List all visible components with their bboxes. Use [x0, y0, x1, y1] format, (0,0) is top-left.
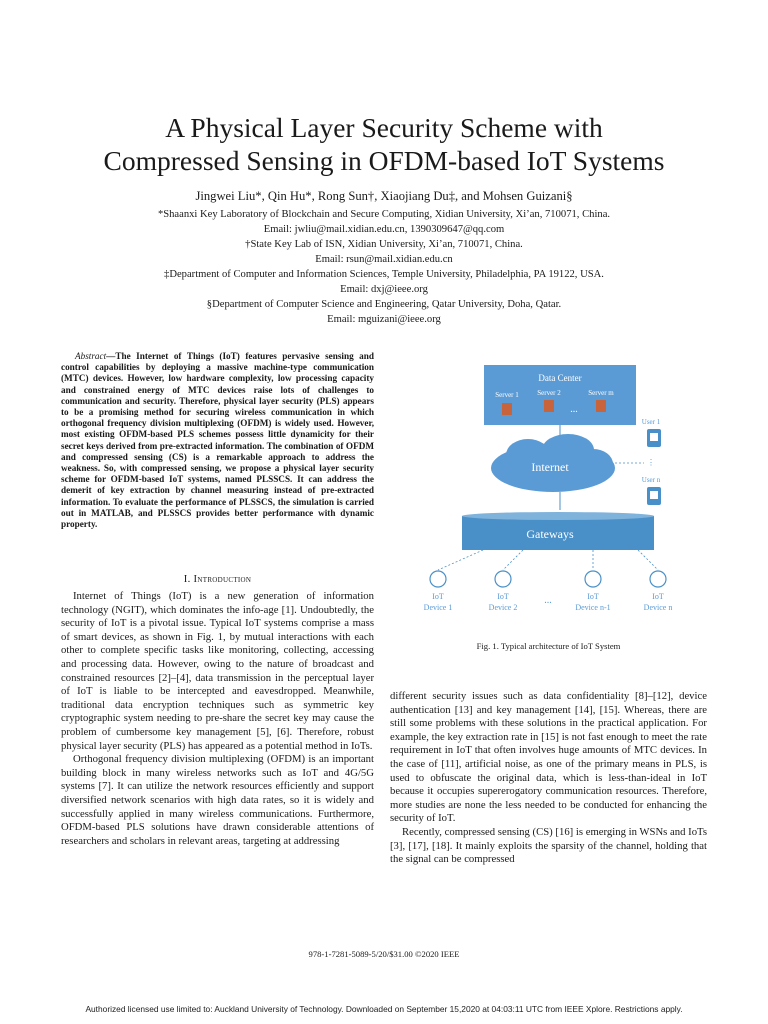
server-m-icon — [596, 400, 606, 412]
device-2-icon — [495, 571, 511, 587]
device-2-line1: IoT — [497, 592, 509, 601]
user-1-screen — [650, 433, 658, 441]
left-column-body — [61, 590, 374, 848]
license-notice: Authorized licensed use limited to: Auckland University of Technology. Downloaded on September 15,2020 at 04:03:11 UTC from IEEE Xplore. Restrictions apply. — [85, 1004, 683, 1014]
paper-title — [0, 111, 768, 177]
title-line-2: Compressed Sensing in OFDM-based IoT Systems — [103, 145, 665, 176]
gateways-top — [462, 512, 654, 520]
affiliation-3: ‡Department of Computer and Information Sciences, Temple University, Philadelphia, PA 19122, USA. — [164, 269, 604, 280]
author-list: Jingwei Liu*, Qin Hu*, Rong Sun†, Xiaojiang Du‡, and Mohsen Guizani§ — [195, 189, 573, 203]
device-1-line1: IoT — [432, 592, 444, 601]
intro-paragraph-2: Orthogonal frequency division multiplexing (OFDM) is an important building block in many wireless networks such as IoT and 4G/5G systems [7]. It can utilize the network resources efficiently and support diversified network scenarios with high data rates, so it is widely and successfully applied in many wireless communications. Furthermore, OFDM-based PLS solutions have drawn considerable attentions of researchers and scholars in relevant areas, targeting at addressing — [61, 753, 374, 847]
affiliation-4: §Department of Computer Science and Engineering, Qatar University, Doha, Qatar. — [206, 299, 562, 310]
device-n-1-icon — [585, 571, 601, 587]
affiliation-1: *Shaanxi Key Laboratory of Blockchain and Secure Computing, Xidian University, Xi’an, 710071, China. — [157, 209, 611, 220]
intro-paragraph-1: Internet of Things (IoT) is a new generation of information technology (NGIT), which dominates the info-age [1]. Undoubtedly, the security of IoT is a pivotal issue. Typical IoT systems comprise a mass of smart devices, as shown in Fig. 1, by mutual interactions with each other to complete specific tasks like monitoring, collecting, accessing and processing data. However, owing to the nature of broadcast and constrained resources [2]–[4], data transmission in the perceptual layer of IoT is liable to be intercepted and eavesdropped. Meanwhile, traditional data encryption techniques such as symmetric key cryptographic system needing to pre-share the secret key may cause the problem of cumbersome key management [5], [6]. Therefore, robust physical layer security (PLS) has appeared as a potential method in IoTs. — [61, 590, 374, 752]
title-line-1: A Physical Layer Security Scheme with — [165, 112, 603, 143]
server-1-label: Server 1 — [495, 391, 519, 399]
copyright-footer: 978-1-7281-5089-5/20/$31.00 ©2020 IEEE — [308, 949, 460, 959]
right-paragraph-2: Recently, compressed sensing (CS) [16] is emerging in WSNs and IoTs [3], [17], [18]. It mainly exploits the sparsity of the channel, holding that the signal can be compressed — [390, 825, 707, 866]
gateways-label: Gateways — [526, 527, 574, 541]
email-1: Email: jwliu@mail.xidian.edu.cn, 1390309647@qq.com — [263, 224, 505, 235]
user-n-screen — [650, 491, 658, 499]
abstract-lead: Abstract — [75, 351, 107, 361]
figure-caption: Fig. 1. Typical architecture of IoT System — [476, 641, 621, 651]
device-1-line2: Device 1 — [423, 603, 453, 612]
device-1-icon — [430, 571, 446, 587]
server-ellipsis: ... — [570, 404, 578, 415]
data-center-label: Data Center — [538, 373, 582, 383]
device-ellipsis: ... — [544, 595, 552, 606]
device-n-icon — [650, 571, 666, 587]
device-links — [438, 550, 658, 570]
device-n-line2: Device n — [643, 603, 673, 612]
device-2-line2: Device 2 — [488, 603, 518, 612]
right-column-body — [390, 690, 707, 867]
server-1-icon — [502, 403, 512, 415]
right-paragraph-1: different security issues such as data confidentiality [8]–[12], device authentication [13] and key management [14], [15]. Whereas, there are still some problems with these solutions in the practical application. For example, the key extraction rate in [15] is not fast enough to meet the rate requirement in IoT that often involves huge amounts of MTC devices. In the case of [11], artificial noise, as one of the primary means in PLS, is used to obfuscate the original data, which is less-than-ideal in IoT because it occupies supererogatory communication resources. Therefore, more studies are none the less needed to be conducted for enhancing the security of IoT. — [390, 690, 707, 825]
affiliation-2: †State Key Lab of ISN, Xidian University, Xi’an, 710071, China. — [245, 239, 523, 250]
user-n-label: User n — [641, 476, 661, 484]
abstract-text: —The Internet of Things (IoT) features pervasive sensing and control capabilities by deploying a massive machine-type communication (MTC) devices. However, low hardware complexity, low processing capacity and constrained energy of MTC devices raise lots of challenges to communication and security. Therefore, physical layer security (PLS) appears to be a promising method for securing wireless communication in which orthogonal frequency division multiplexing (OFDM) is widely used. However, most existing OFDM-based PLS schemes possess little dynamicity for their secret keys derived from pre-extracted information. The combination of OFDM and compressed sensing (CS) is a remarkable approach to address the weakness. So, with compressed sensing, we propose a physical layer security scheme for OFDM-based IoT systems, named PLSSCS. It can address the demerit of key extraction by channel measuring instead of pre-extracted information. To evaluate the performance of PLSSCS, the simulation is carried out in MATLAB, and PLSSCS provides better performance with dynamic property. — [61, 351, 374, 530]
iot-architecture-figure — [408, 360, 708, 620]
server-2-icon — [544, 400, 554, 412]
internet-label: Internet — [531, 460, 569, 474]
user-1-label: User 1 — [641, 418, 661, 426]
server-2-label: Server 2 — [537, 389, 561, 397]
email-2: Email: rsun@mail.xidian.edu.cn — [315, 254, 453, 265]
user-ellipsis: ⋮ — [647, 458, 655, 467]
abstract — [61, 351, 374, 530]
email-4: Email: mguizani@ieee.org — [327, 314, 441, 325]
server-m-label: Server m — [588, 389, 614, 397]
device-n-line1: IoT — [652, 592, 664, 601]
email-3: Email: dxj@ieee.org — [340, 284, 428, 295]
device-n-1-line2: Device n-1 — [575, 603, 611, 612]
section-heading: I. Introduction — [183, 573, 252, 585]
device-n-1-line1: IoT — [587, 592, 599, 601]
